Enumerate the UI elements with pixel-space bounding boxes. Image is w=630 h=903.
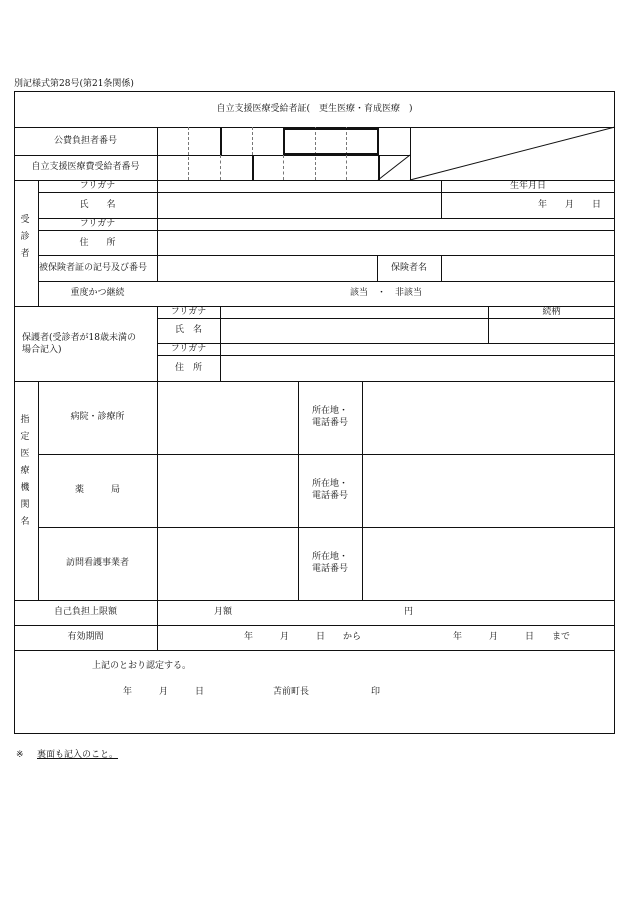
guardian-name-label: 氏 名 (174, 325, 202, 335)
patient-name-label: 氏 名 (79, 200, 116, 210)
guardian-label-line2: 場合記入) (22, 345, 62, 355)
guardian-label-line1: 保護者(受診者が18歳未満の (22, 333, 136, 343)
seal-mark: 印 (371, 687, 381, 697)
patient-section-label: 受診者 (20, 215, 30, 259)
hospital-location-label-2: 電話番号 (311, 418, 348, 428)
guardian-furigana2-label: フリガナ (170, 344, 207, 354)
footnote-text: 裏面も記入のこと。 (37, 750, 119, 760)
pharmacy-location-label-2: 電話番号 (311, 491, 348, 501)
insurance-card-label: 被保険者証の記号及び番号 (39, 263, 148, 273)
validity-to: 年 月 日 まで (453, 632, 571, 642)
hospital-label: 病院・診療所 (70, 412, 125, 422)
validity-label: 有効期間 (67, 632, 104, 642)
applicable-options: 該当 ・ 非該当 (349, 288, 422, 298)
patient-furigana2-label: フリガナ (79, 219, 116, 229)
patient-address-label: 住 所 (79, 238, 116, 248)
recipient-number-label: 自立支援医療費受給者番号 (31, 162, 140, 172)
mayor-label: 苫前町長 (273, 687, 310, 697)
limit-monthly: 月額 (214, 607, 233, 617)
payer-number-label: 公費負担者番号 (53, 136, 117, 146)
limit-yen: 円 (404, 607, 414, 617)
pharmacy-location-label-1: 所在地・ (311, 479, 348, 489)
form-number: 別記様式第28号(第21条関係) (14, 79, 134, 89)
nursing-location-label-1: 所在地・ (311, 552, 348, 562)
birth-date-label: 生年月日 (509, 181, 546, 191)
limit-label: 自己負担上限額 (53, 607, 117, 617)
insurer-name-label: 保険者名 (390, 263, 427, 273)
hospital-location-label-1: 所在地・ (311, 406, 348, 416)
patient-furigana-label: フリガナ (79, 181, 116, 191)
birth-date-ymd: 年 月 日 (538, 200, 602, 210)
certify-statement: 上記のとおり認定する。 (92, 661, 192, 671)
certificate-title: 自立支援医療受給者証( 更生医療・育成医療 ) (216, 104, 413, 114)
certify-date: 年 月 日 (123, 687, 205, 697)
validity-from: 年 月 日 から (244, 632, 362, 642)
pharmacy-label: 薬 局 (74, 485, 120, 495)
guardian-address-label: 住 所 (174, 363, 202, 373)
nursing-label: 訪問看護事業者 (65, 558, 129, 568)
nursing-location-label-2: 電話番号 (311, 564, 348, 574)
severe-continuous-label: 重度かつ継続 (70, 288, 125, 298)
footnote-mark: ※ (16, 750, 24, 760)
guardian-furigana-label: フリガナ (170, 307, 207, 317)
institution-section-label: 指定医療機関名 (20, 415, 30, 527)
guardian-relationship-label: 続柄 (542, 307, 561, 317)
